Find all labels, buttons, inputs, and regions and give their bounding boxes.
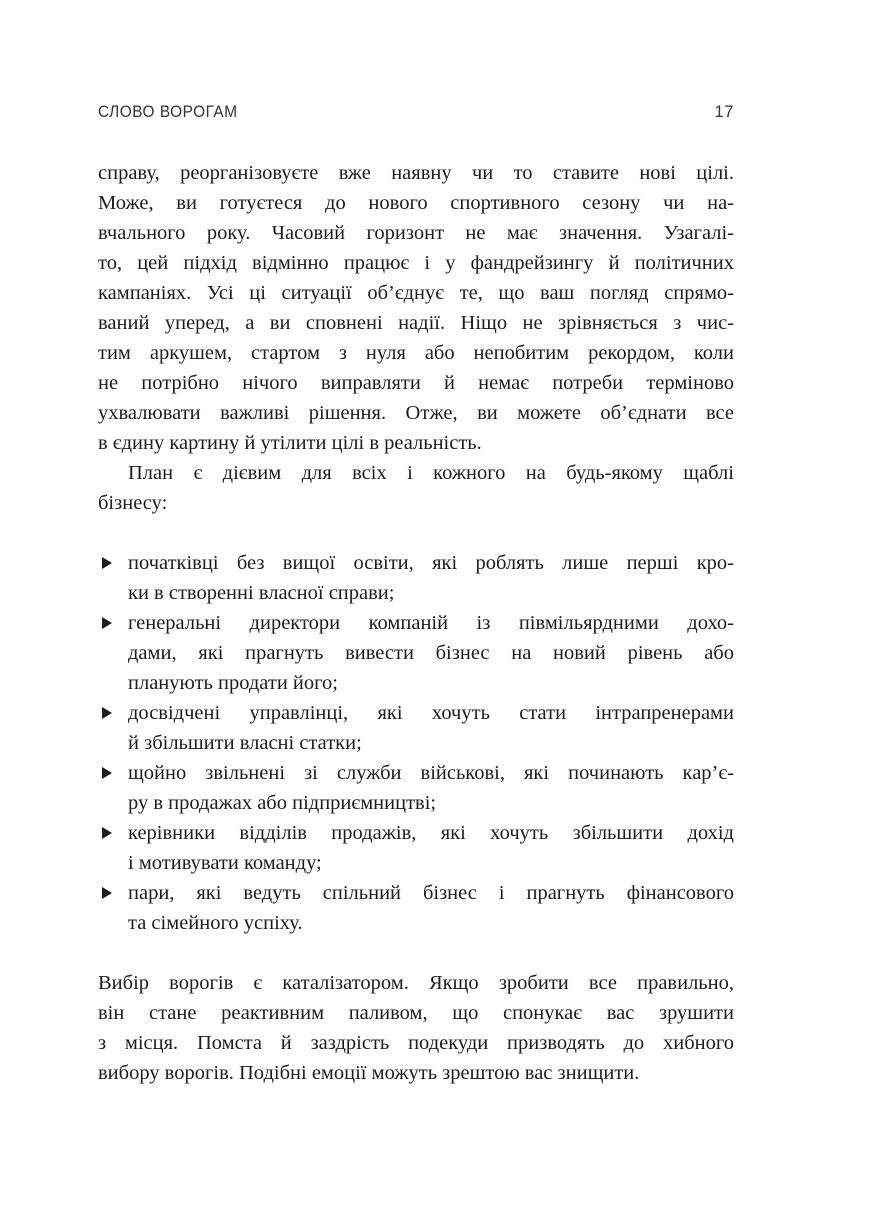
text-line: ки в створенні власної справи; [128, 582, 395, 604]
text-line: тим аркушем, стартом з нуля або непобитим рекордом, коли [98, 342, 734, 364]
running-title: СЛОВО ВОРОГАМ [98, 103, 238, 121]
bullet-triangle-icon [102, 617, 112, 629]
text-line: вчального року. Часовий горизонт не має значення. Узагалі- [98, 222, 734, 244]
running-header [98, 103, 734, 122]
text-line: бізнесу: [98, 492, 168, 514]
bullet-triangle-icon [102, 767, 112, 779]
paragraph [98, 158, 734, 458]
text-line: та сімейного успіху. [128, 912, 303, 934]
list-item [98, 608, 734, 698]
text-line: планують продати його; [128, 672, 338, 694]
text-line: справу, реорганізовуєте вже наявну чи то ставите нові цілі. [98, 162, 734, 184]
text-line: і мотивувати команду; [128, 852, 322, 874]
list-item-text [128, 698, 734, 758]
page-number: 17 [714, 103, 734, 121]
text-line: План є дієвим для всіх і кожного на будь-якому щаблі [128, 462, 734, 484]
text-line: кампаніях. Усі ці ситуації об’єднує те, що ваш погляд спрямо- [98, 282, 734, 304]
text-line: ваний уперед, а ви сповнені надії. Ніщо не зрівняється з чис- [98, 312, 734, 334]
text-line: то, цей підхід відмінно працює і у фандрейзингу й політичних [98, 252, 734, 274]
list-item [98, 818, 734, 878]
bullet-triangle-icon [102, 707, 112, 719]
list-item-text [128, 548, 734, 608]
text-line: не потрібно нічого виправляти й немає потреби терміново [98, 372, 734, 394]
text-line: щойно звільнені зі служби військові, які починають кар’є- [128, 762, 734, 784]
text-line: дами, які прагнуть вивести бізнес на новий рівень або [128, 642, 734, 664]
text-line: ухвалювати важливі рішення. Отже, ви можете об’єднати все [98, 402, 734, 424]
text-line: вибору ворогів. Подібні емоції можуть зрештою вас знищити. [98, 1062, 640, 1084]
text-line: генеральні директори компаній із півмільярдними дохо- [128, 612, 734, 634]
bullet-triangle-icon [102, 827, 112, 839]
bullet-triangle-icon [102, 557, 112, 569]
list-item-text [128, 758, 734, 818]
text-line: ру в продажах або підприємництві; [128, 792, 437, 814]
text-line: з місця. Помста й заздрість подекуди призводять до хибного [98, 1032, 734, 1054]
text-line: початківці без вищої освіти, які роблять лише перші кро- [128, 552, 734, 574]
list-item-text [128, 608, 734, 698]
bullet-triangle-icon [102, 887, 112, 899]
text-line: Вибір ворогів є каталізатором. Якщо зробити все правильно, [98, 972, 734, 994]
text-line: пари, які ведуть спільний бізнес і прагнуть фінансового [128, 882, 734, 904]
text-line: він стане реактивним паливом, що спонукає вас зрушити [98, 1002, 734, 1024]
page-body [98, 158, 734, 1088]
text-line: в єдину картину й утілити цілі в реальність. [98, 432, 482, 454]
text-line: й збільшити власні статки; [128, 732, 362, 754]
list-item-text [128, 818, 734, 878]
bullet-list [98, 548, 734, 938]
list-item [98, 758, 734, 818]
text-line: керівники відділів продажів, які хочуть збільшити дохід [128, 822, 734, 844]
paragraph [98, 458, 734, 518]
paragraph [98, 968, 734, 1088]
text-line: Може, ви готуєтеся до нового спортивного сезону чи на- [98, 192, 734, 214]
list-item [98, 878, 734, 938]
list-item [98, 548, 734, 608]
list-item [98, 698, 734, 758]
text-line: досвідчені управлінці, які хочуть стати інтрапренерами [128, 702, 734, 724]
list-item-text [128, 878, 734, 938]
